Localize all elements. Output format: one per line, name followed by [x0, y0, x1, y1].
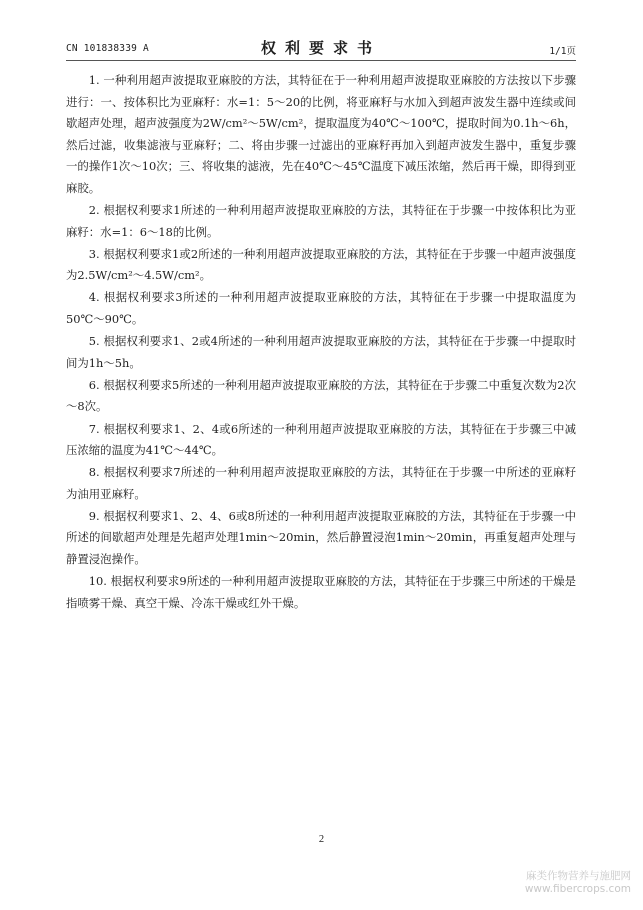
- claim-5: 5. 根据权利要求1、2或4所述的一种利用超声波提取亚麻胶的方法，其特征在于步骤一中提取时间为1h～5h。: [66, 334, 576, 370]
- claims-list: [66, 70, 576, 615]
- publication-number: CN 101838339 A: [66, 43, 149, 54]
- claim-1: 1. 一种利用超声波提取亚麻胶的方法，其特征在于一种利用超声波提取亚麻胶的方法按以下步骤进行：一、按体积比为亚麻籽：水=1：5～20的比例，将亚麻籽与水加入到超声波发生器中连续或间歇超声处理，超声波强度为2W/cm²～5W/cm²，提取温度为40℃～100℃，提取时间为0.1h～6h，然后过滤，收集滤液与亚麻籽；二、将由步骤一过滤出的亚麻籽再加入到超声波发生器中，重复步骤一的操作1次～10次；三、将收集的滤液，先在40℃～45℃温度下减压浓缩，然后再干燥，即得到亚麻胶。: [66, 73, 576, 195]
- page-number: 2: [318, 834, 325, 845]
- claim-7: 7. 根据权利要求1、2、4或6所述的一种利用超声波提取亚麻胶的方法，其特征在于步骤三中减压浓缩的温度为41℃～44℃。: [66, 421, 576, 458]
- watermark-site-name: 麻类作物营养与施肥网: [526, 870, 631, 882]
- claim-3: 3. 根据权利要求1或2所述的一种利用超声波提取亚麻胶的方法，其特征在于步骤一中超声波强度为2.5W/cm²～4.5W/cm²。: [66, 246, 576, 283]
- site-watermark: [525, 870, 631, 896]
- claim-4: 4. 根据权利要求3所述的一种利用超声波提取亚麻胶的方法，其特征在于步骤一中提取温度为50℃～90℃。: [66, 290, 576, 327]
- page-count: 1/1页: [549, 46, 576, 57]
- claim-10: 10. 根据权利要求9所述的一种利用超声波提取亚麻胶的方法，其特征在于步骤三中所述的干燥是指喷雾干燥、真空干燥、冷冻干燥或红外干燥。: [66, 574, 576, 610]
- watermark-site-url: www.fibercrops.com: [524, 883, 631, 895]
- claim-6: 6. 根据权利要求5所述的一种利用超声波提取亚麻胶的方法，其特征在于步骤二中重复次数为2次～8次。: [66, 377, 576, 414]
- page-title: 权利要求书: [260, 39, 382, 57]
- claim-2: 2. 根据权利要求1所述的一种利用超声波提取亚麻胶的方法，其特征在于步骤一中按体积比为亚麻籽：水=1：6～18的比例。: [66, 203, 576, 239]
- page-header: [66, 36, 576, 61]
- claim-8: 8. 根据权利要求7所述的一种利用超声波提取亚麻胶的方法，其特征在于步骤一中所述的亚麻籽为油用亚麻籽。: [66, 465, 576, 501]
- claim-9: 9. 根据权利要求1、2、4、6或8所述的一种利用超声波提取亚麻胶的方法，其特征在于步骤一中所述的间歇超声处理是先超声处理1min～20min，然后静置浸泡1min～20min，再重复超声处理与静置浸泡操作。: [66, 508, 576, 567]
